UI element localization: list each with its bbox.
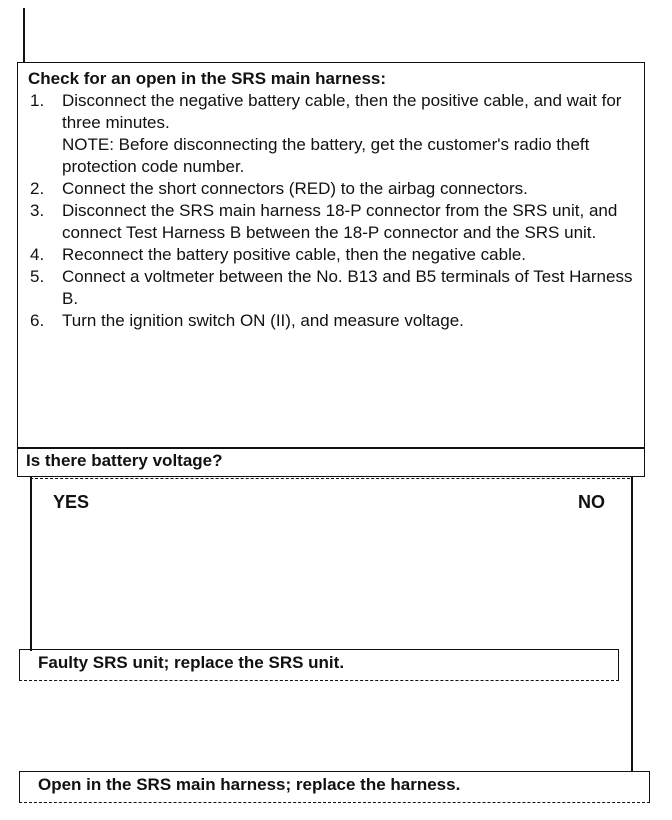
step-4-number: 4.: [30, 245, 45, 264]
step-5-number: 5.: [30, 267, 45, 286]
step-1-note: NOTE: Before disconnecting the battery, get the customer's radio theft protection code number.: [62, 135, 590, 176]
no-label: NO: [578, 492, 605, 512]
step-4-text: Reconnect the battery positive cable, then the negative cable.: [62, 245, 527, 264]
top-connector-line: [23, 8, 25, 64]
no-branch-upper-line: [631, 476, 633, 666]
step-6-text: Turn the ignition switch ON (II), and measure voltage.: [62, 311, 464, 330]
no-result-box: Open in the SRS main harness; replace the harness.: [19, 771, 650, 803]
no-branch-lower-line: [631, 660, 633, 772]
step-2-text: Connect the short connectors (RED) to the airbag connectors.: [62, 179, 528, 198]
check-title: Check for an open in the SRS main harness:: [28, 69, 387, 88]
step-1-text: Disconnect the negative battery cable, then the positive cable, and wait for three minutes.: [62, 91, 622, 132]
step-6-number: 6.: [30, 311, 45, 330]
yes-label: YES: [53, 492, 90, 512]
step-5: [28, 266, 634, 310]
yes-branch-line: [30, 476, 32, 651]
decision-question: Is there battery voltage?: [17, 447, 645, 477]
step-3-number: 3.: [30, 201, 45, 220]
step-1-number: 1.: [30, 91, 45, 110]
step-2: [28, 178, 634, 200]
step-5-text: Connect a voltmeter between the No. B13 and B5 terminals of Test Harness B.: [62, 267, 633, 308]
step-6: [28, 310, 634, 332]
yes-result-box: Faulty SRS unit; replace the SRS unit.: [19, 649, 619, 681]
branch-dashed-top: [30, 478, 630, 479]
step-3: [28, 200, 634, 244]
step-2-number: 2.: [30, 179, 45, 198]
step-3-text: Disconnect the SRS main harness 18-P connector from the SRS unit, and connect Test Harness B between the 18-P connector and the SRS unit.: [62, 201, 618, 242]
steps-list: [28, 90, 634, 332]
check-procedure-box: [17, 62, 645, 449]
step-1: [28, 90, 634, 178]
step-4: [28, 244, 634, 266]
